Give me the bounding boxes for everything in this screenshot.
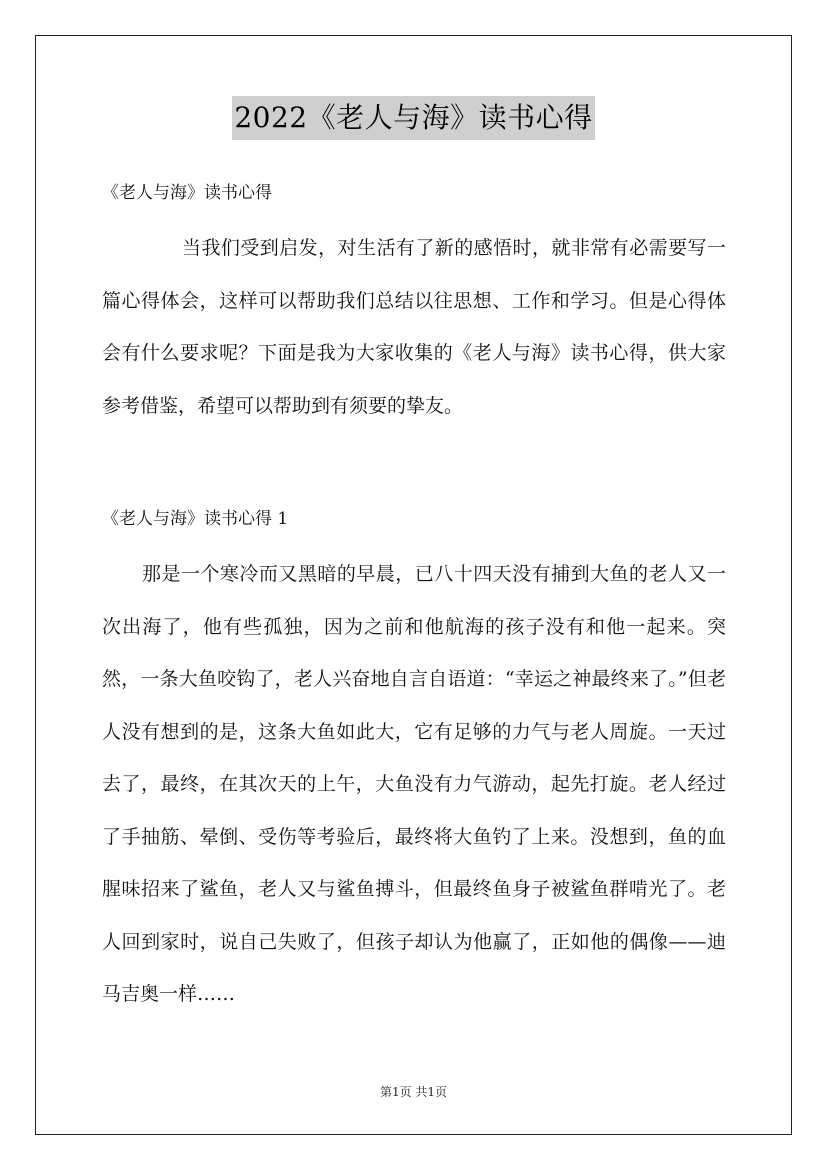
document-subheading: 《老人与海》读书心得 bbox=[102, 183, 272, 203]
page-footer: 第1页 共1页 bbox=[379, 1085, 448, 1099]
section-heading: 《老人与海》读书心得 1 bbox=[102, 509, 289, 529]
title-container bbox=[0, 96, 827, 140]
intro-paragraph: 当我们受到启发，对生活有了新的感悟时，就非常有必需要写一篇心得体会，这样可以帮助我们总结以往思想、工作和学习。但是心得体会有什么要求呢？下面是我为大家收集的《老人与海》读书心得，供大家参考借鉴，希望可以帮助到有须要的挚友。 bbox=[102, 237, 726, 417]
document-title: 2022《老人与海》读书心得 bbox=[232, 96, 594, 140]
section-paragraph: 那是一个寒冷而又黑暗的早晨，已八十四天没有捕到大鱼的老人又一次出海了，他有些孤独，因为之前和他航海的孩子没有和他一起来。突然，一条大鱼咬钩了，老人兴奋地自言自语道：“幸运之神最终来了。”但老人没有想到的是，这条大鱼如此大，它有足够的力气与老人周旋。一天过去了，最终，在其次天的上午，大鱼没有力气游动，起先打旋。老人经过了手抽筋、晕倒、受伤等考验后，最终将大鱼钓了上来。没想到，鱼的血腥味招来了鲨鱼，老人又与鲨鱼搏斗，但最终鱼身子被鲨鱼群啃光了。老人回到家时，说自己失败了，但孩子却认为他赢了，正如他的偶像——迪马吉奥一样…… bbox=[102, 563, 726, 1005]
